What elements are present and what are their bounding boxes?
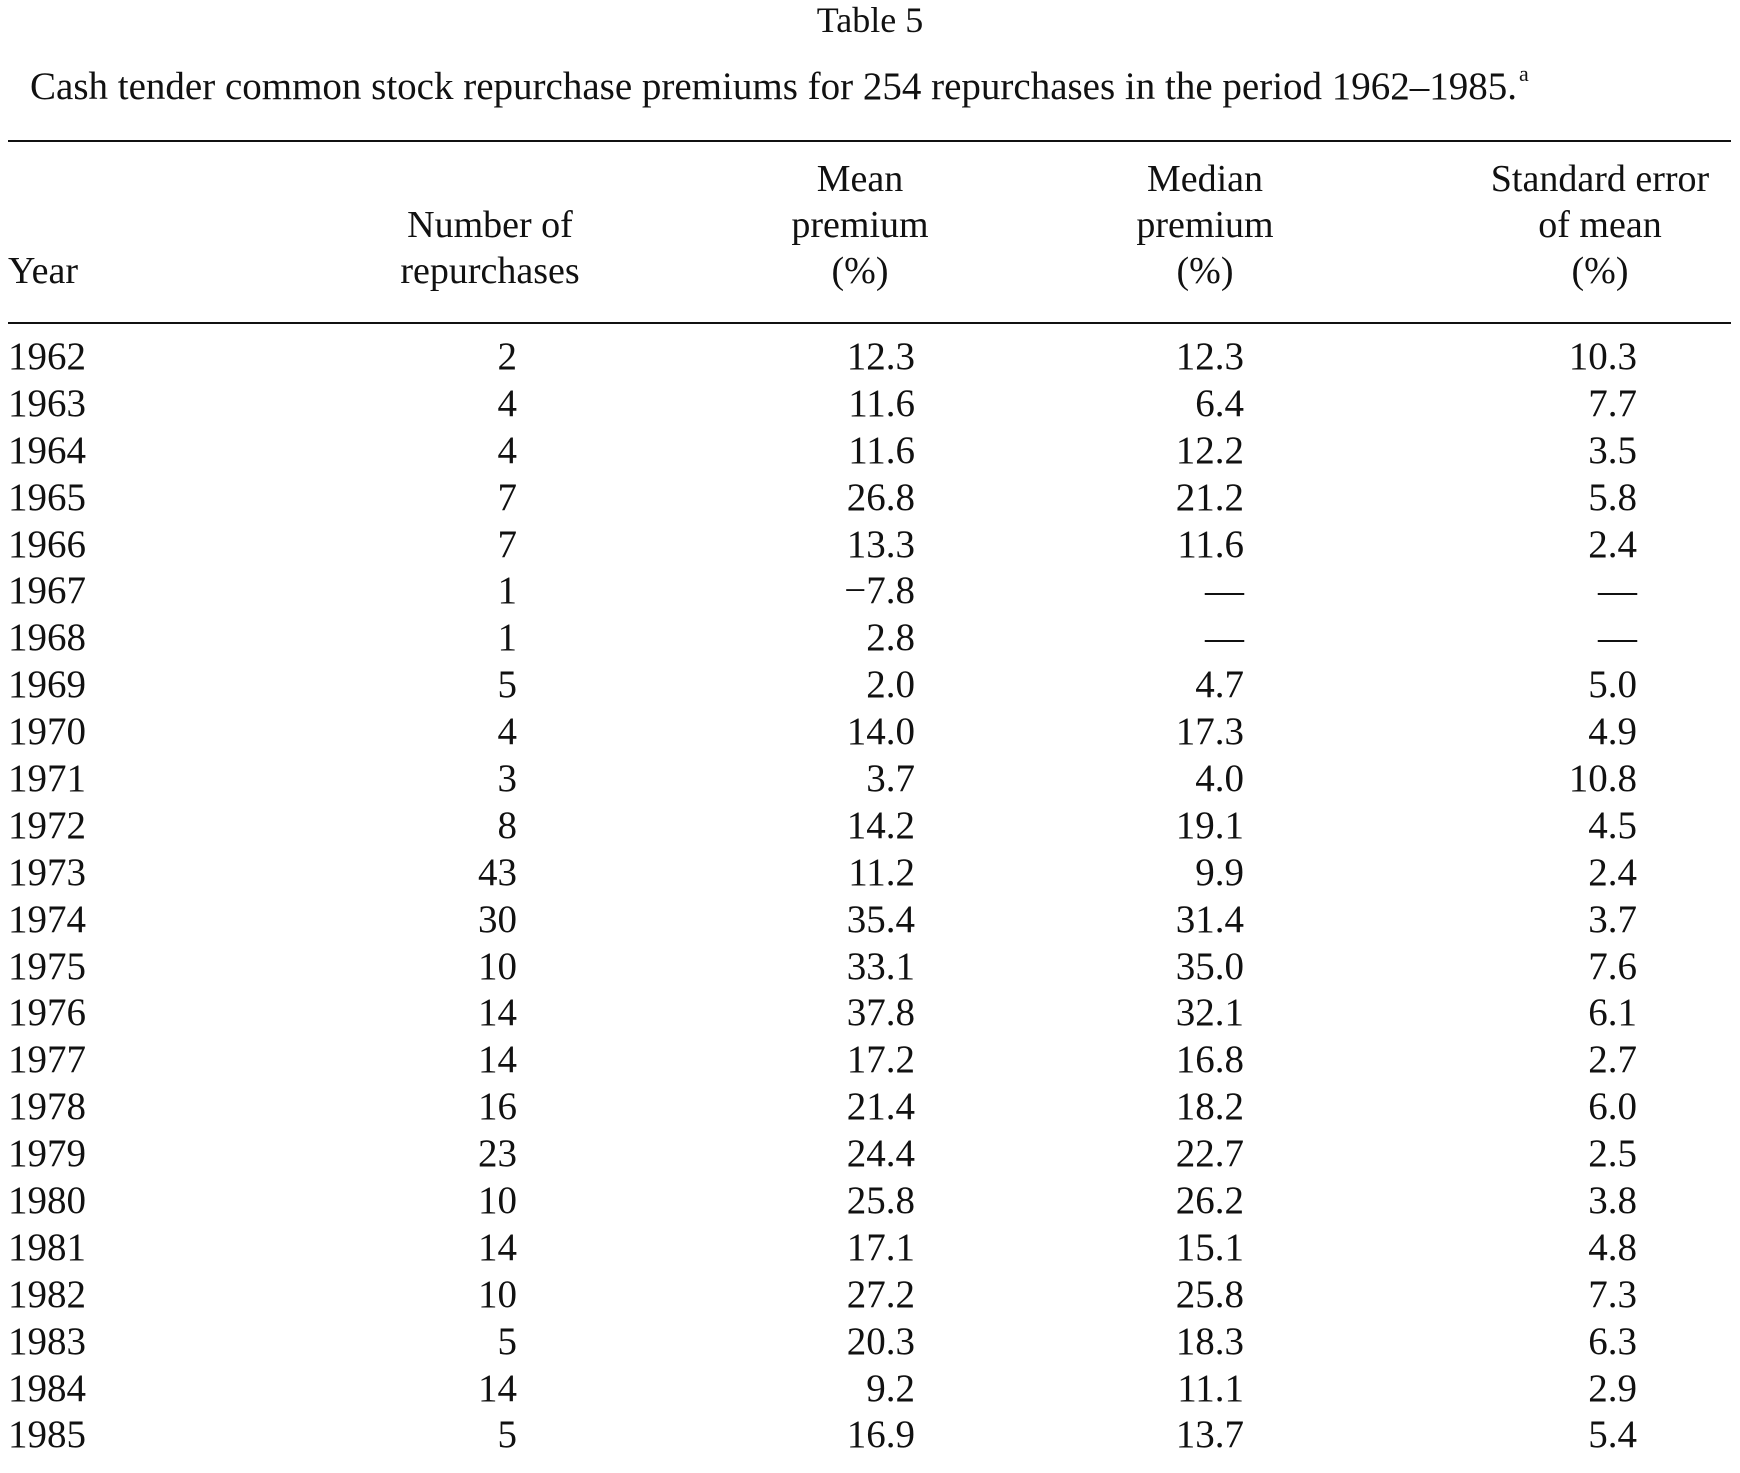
header-year: Year	[8, 250, 79, 292]
cell-mean: 11.2	[848, 850, 915, 894]
cell-year: 1978	[8, 1085, 86, 1129]
cell-year: 1967	[8, 569, 86, 613]
header-standard-error	[1465, 156, 1735, 294]
cell-year: 1981	[8, 1225, 86, 1269]
cell-median: 11.6	[1177, 522, 1244, 566]
cell-number: 2	[497, 335, 517, 378]
header-line: premium	[1136, 204, 1274, 246]
cell-mean: 2.0	[866, 663, 915, 707]
cell-stderr: 2.7	[1588, 1038, 1637, 1082]
cell-stderr: 6.3	[1588, 1319, 1637, 1363]
cell-year: 1970	[8, 710, 86, 754]
table-number: Table 5	[816, 0, 924, 40]
cell-median: 35.0	[1175, 944, 1244, 988]
table-row	[8, 381, 1731, 428]
cell-mean: 35.4	[846, 897, 915, 941]
cell-mean: 13.3	[846, 522, 915, 566]
header-rule	[8, 322, 1731, 324]
table-title-text: Cash tender common stock repurchase premiums for 254 repurchases in the period 1962–1985.	[30, 65, 1518, 108]
cell-mean: 37.8	[846, 991, 915, 1035]
cell-year: 1979	[8, 1132, 86, 1176]
table-row	[8, 897, 1731, 944]
top-rule	[8, 140, 1731, 142]
cell-stderr: 6.1	[1588, 991, 1637, 1035]
cell-median: 12.3	[1175, 335, 1244, 378]
cell-stderr: 5.8	[1588, 475, 1637, 519]
cell-stderr: —	[1598, 616, 1637, 660]
header-number-of-repurchases	[360, 202, 620, 294]
table-row	[8, 944, 1731, 991]
cell-median: —	[1205, 569, 1244, 613]
cell-median: 22.7	[1175, 1132, 1244, 1176]
cell-stderr: 2.4	[1588, 522, 1637, 566]
cell-median: 18.3	[1175, 1319, 1244, 1363]
cell-number: 4	[497, 428, 517, 472]
cell-stderr: 2.5	[1588, 1132, 1637, 1176]
cell-year: 1963	[8, 381, 86, 425]
cell-year: 1965	[8, 475, 86, 519]
cell-mean: 3.7	[866, 757, 915, 801]
cell-year: 1980	[8, 1179, 86, 1223]
cell-mean: 2.8	[866, 616, 915, 660]
cell-median: 4.0	[1195, 757, 1244, 801]
cell-number: 10	[478, 944, 517, 988]
cell-median: 13.7	[1175, 1413, 1244, 1457]
header-line: (%)	[1571, 250, 1629, 292]
cell-median: 21.2	[1175, 475, 1244, 519]
table-row	[8, 522, 1731, 569]
cell-median: 15.1	[1175, 1225, 1244, 1269]
cell-number: 30	[478, 897, 517, 941]
header-line: Median	[1146, 158, 1264, 200]
cell-stderr: 7.7	[1588, 381, 1637, 425]
cell-year: 1973	[8, 850, 86, 894]
header-line: (%)	[1176, 250, 1234, 292]
table-row	[8, 334, 1731, 381]
table-row	[8, 1272, 1731, 1319]
table-row	[8, 615, 1731, 662]
header-line: Mean	[816, 158, 904, 200]
cell-median: 6.4	[1195, 381, 1244, 425]
cell-mean: 20.3	[846, 1319, 915, 1363]
cell-number: 14	[478, 991, 517, 1035]
cell-mean: 25.8	[846, 1179, 915, 1223]
table-row	[8, 709, 1731, 756]
cell-mean: 14.0	[846, 710, 915, 754]
table-row	[8, 1084, 1731, 1131]
cell-median: 9.9	[1195, 850, 1244, 894]
cell-stderr: 5.4	[1588, 1413, 1637, 1457]
cell-median: 25.8	[1175, 1272, 1244, 1316]
footnote-marker: a	[1519, 61, 1529, 86]
cell-mean: 11.6	[848, 428, 915, 472]
cell-stderr: 10.8	[1568, 757, 1637, 801]
cell-mean: 21.4	[846, 1085, 915, 1129]
cell-median: 32.1	[1175, 991, 1244, 1035]
cell-number: 23	[478, 1132, 517, 1176]
cell-year: 1974	[8, 897, 86, 941]
cell-mean: 9.2	[866, 1366, 915, 1410]
cell-number: 5	[497, 663, 517, 707]
table-row	[8, 428, 1731, 475]
table-row	[8, 1412, 1731, 1459]
table-row	[8, 568, 1731, 615]
cell-stderr: 3.5	[1588, 428, 1637, 472]
cell-year: 1969	[8, 663, 86, 707]
cell-year: 1975	[8, 944, 86, 988]
cell-mean: −7.8	[844, 569, 915, 613]
cell-mean: 24.4	[846, 1132, 915, 1176]
cell-mean: 26.8	[846, 475, 915, 519]
cell-number: 14	[478, 1225, 517, 1269]
cell-number: 43	[478, 850, 517, 894]
cell-stderr: —	[1598, 569, 1637, 613]
cell-median: 11.1	[1177, 1366, 1244, 1410]
cell-stderr: 10.3	[1568, 335, 1637, 378]
header-line: premium	[791, 204, 929, 246]
cell-median: 26.2	[1175, 1179, 1244, 1223]
cell-number: 14	[478, 1366, 517, 1410]
cell-number: 5	[497, 1413, 517, 1457]
cell-year: 1983	[8, 1319, 86, 1363]
cell-mean: 14.2	[846, 803, 915, 847]
cell-year: 1968	[8, 616, 86, 660]
cell-stderr: 7.3	[1588, 1272, 1637, 1316]
cell-mean: 11.6	[848, 381, 915, 425]
table-row	[8, 475, 1731, 522]
cell-number: 16	[478, 1085, 517, 1129]
cell-stderr: 2.9	[1588, 1366, 1637, 1410]
cell-stderr: 4.8	[1588, 1225, 1637, 1269]
header-line: repurchases	[400, 250, 580, 292]
cell-number: 1	[497, 616, 517, 660]
cell-stderr: 3.8	[1588, 1179, 1637, 1223]
cell-number: 5	[497, 1319, 517, 1363]
cell-number: 10	[478, 1272, 517, 1316]
cell-median: 18.2	[1175, 1085, 1244, 1129]
cell-number: 3	[497, 757, 517, 801]
cell-stderr: 2.4	[1588, 850, 1637, 894]
cell-median: 12.2	[1175, 428, 1244, 472]
table-row	[8, 803, 1731, 850]
cell-year: 1977	[8, 1038, 86, 1082]
cell-stderr: 5.0	[1588, 663, 1637, 707]
header-median-premium	[1090, 156, 1320, 294]
table-row	[8, 1366, 1731, 1413]
cell-mean: 17.2	[846, 1038, 915, 1082]
cell-number: 10	[478, 1179, 517, 1223]
cell-median: 16.8	[1175, 1038, 1244, 1082]
cell-year: 1966	[8, 522, 86, 566]
table-row	[8, 990, 1731, 1037]
cell-number: 8	[497, 803, 517, 847]
header-line: Standard error	[1490, 158, 1710, 200]
table-row	[8, 1225, 1731, 1272]
cell-number: 14	[478, 1038, 517, 1082]
cell-mean: 12.3	[846, 335, 915, 378]
cell-number: 4	[497, 381, 517, 425]
cell-mean: 27.2	[846, 1272, 915, 1316]
cell-stderr: 4.5	[1588, 803, 1637, 847]
table-row	[8, 1178, 1731, 1225]
table-row	[8, 1319, 1731, 1366]
cell-year: 1984	[8, 1366, 86, 1410]
cell-median: 4.7	[1195, 663, 1244, 707]
table-row	[8, 850, 1731, 897]
table-row	[8, 662, 1731, 709]
cell-median: —	[1205, 616, 1244, 660]
cell-number: 7	[497, 522, 517, 566]
table-row	[8, 1037, 1731, 1084]
cell-year: 1976	[8, 991, 86, 1035]
cell-number: 7	[497, 475, 517, 519]
cell-number: 4	[497, 710, 517, 754]
cell-stderr: 6.0	[1588, 1085, 1637, 1129]
table-body	[8, 334, 1731, 1461]
cell-stderr: 4.9	[1588, 710, 1637, 754]
cell-number: 1	[497, 569, 517, 613]
cell-year: 1964	[8, 428, 86, 472]
table-title	[30, 62, 1529, 112]
cell-year: 1962	[8, 335, 86, 378]
cell-median: 31.4	[1175, 897, 1244, 941]
header-mean-premium	[745, 156, 975, 294]
cell-mean: 33.1	[846, 944, 915, 988]
cell-year: 1985	[8, 1413, 86, 1457]
cell-year: 1982	[8, 1272, 86, 1316]
cell-stderr: 3.7	[1588, 897, 1637, 941]
cell-year: 1972	[8, 803, 86, 847]
cell-mean: 17.1	[846, 1225, 915, 1269]
header-line: of mean	[1538, 204, 1662, 246]
cell-year: 1971	[8, 757, 86, 801]
table-row	[8, 1131, 1731, 1178]
header-line: (%)	[831, 250, 889, 292]
table-row	[8, 756, 1731, 803]
header-line: Number of	[407, 204, 573, 246]
cell-mean: 16.9	[846, 1413, 915, 1457]
cell-median: 19.1	[1175, 803, 1244, 847]
cell-median: 17.3	[1175, 710, 1244, 754]
cell-stderr: 7.6	[1588, 944, 1637, 988]
